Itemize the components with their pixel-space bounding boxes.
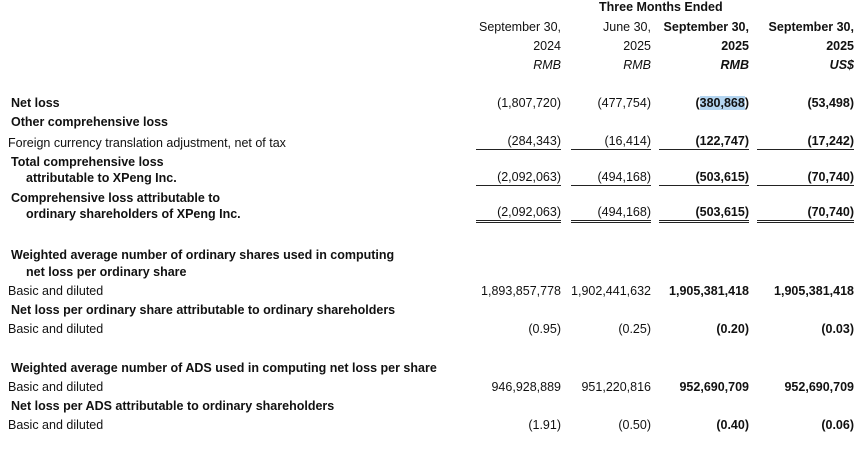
col2-header-date: June 30, xyxy=(603,20,651,34)
fx-label: Foreign currency translation adjustment, net of tax xyxy=(8,136,286,150)
wa-shares-col3: 1,905,381,418 xyxy=(669,284,749,298)
col1-header-year: 2024 xyxy=(533,39,561,53)
ccl-col3: (503,615) xyxy=(659,205,749,223)
net-loss-col3-open-paren: ( xyxy=(695,96,700,110)
wa-ads-heading: Weighted average number of ADS used in computing net loss per share xyxy=(11,361,437,375)
fx-col3: (122,747) xyxy=(659,134,749,150)
wa-shares-col2: 1,902,441,632 xyxy=(571,284,651,298)
col1-header-date: September 30, xyxy=(479,20,561,34)
tcl-label-line1: Total comprehensive loss xyxy=(11,155,164,169)
wa-ads-col1: 946,928,889 xyxy=(491,380,561,394)
nlpa-col4: (0.06) xyxy=(821,418,854,432)
wa-shares-heading-line1: Weighted average number of ordinary shares used in computing xyxy=(11,248,395,262)
nlpa-col3: (0.40) xyxy=(716,418,749,432)
nlpa-col2: (0.50) xyxy=(618,418,651,432)
ocl-heading: Other comprehensive loss xyxy=(11,115,169,129)
net-loss-col1: (1,807,720) xyxy=(497,96,561,110)
nlps-col4: (0.03) xyxy=(821,322,854,336)
col1-header-currency: RMB xyxy=(533,58,561,72)
col4-header-currency: US$ xyxy=(829,58,854,72)
wa-shares-label: Basic and diluted xyxy=(8,284,104,298)
net-loss-label: Net loss xyxy=(11,96,60,110)
col4-header-year: 2025 xyxy=(826,39,854,53)
col4-header-date: September 30, xyxy=(768,20,854,34)
ccl-label-line2: ordinary shareholders of XPeng Inc. xyxy=(26,207,241,221)
fx-col1: (284,343) xyxy=(476,134,561,150)
col3-header-date: September 30, xyxy=(663,20,749,34)
fx-col2: (16,414) xyxy=(571,134,651,150)
net-loss-col3-close-paren: ) xyxy=(744,96,749,110)
nlpa-label: Basic and diluted xyxy=(8,418,104,432)
tcl-label-line2: attributable to XPeng Inc. xyxy=(26,171,177,185)
fx-col4: (17,242) xyxy=(757,134,854,150)
ccl-col2: (494,168) xyxy=(571,205,651,223)
nlps-col3: (0.20) xyxy=(716,322,749,336)
header-group-title: Three Months Ended xyxy=(599,0,723,14)
ccl-col1: (2,092,063) xyxy=(476,205,561,223)
selected-text-highlight[interactable]: 380,868 xyxy=(699,96,745,110)
tcl-col2: (494,168) xyxy=(571,170,651,186)
tcl-col1: (2,092,063) xyxy=(476,170,561,186)
tcl-col4: (70,740) xyxy=(757,170,854,186)
nlps-col2: (0.25) xyxy=(618,322,651,336)
tcl-col3: (503,615) xyxy=(659,170,749,186)
ccl-col4: (70,740) xyxy=(757,205,854,223)
wa-shares-col4: 1,905,381,418 xyxy=(774,284,854,298)
ccl-label-line1: Comprehensive loss attributable to xyxy=(11,191,221,205)
nlpa-heading: Net loss per ADS attributable to ordinary shareholders xyxy=(11,399,335,413)
wa-ads-label: Basic and diluted xyxy=(8,380,104,394)
col2-header-year: 2025 xyxy=(623,39,651,53)
nlps-label: Basic and diluted xyxy=(8,322,104,336)
col3-header-year: 2025 xyxy=(721,39,749,53)
wa-ads-col2: 951,220,816 xyxy=(581,380,651,394)
wa-ads-col4: 952,690,709 xyxy=(784,380,854,394)
col3-header-currency: RMB xyxy=(720,58,749,72)
nlpa-col1: (1.91) xyxy=(528,418,561,432)
wa-shares-heading-line2: net loss per ordinary share xyxy=(26,265,187,279)
wa-ads-col3: 952,690,709 xyxy=(679,380,749,394)
net-loss-col3[interactable] xyxy=(695,96,749,111)
nlps-col1: (0.95) xyxy=(528,322,561,336)
wa-shares-col1: 1,893,857,778 xyxy=(481,284,561,298)
net-loss-col2: (477,754) xyxy=(597,96,651,110)
net-loss-col4: (53,498) xyxy=(807,96,854,110)
nlps-heading: Net loss per ordinary share attributable to ordinary shareholders xyxy=(11,303,396,317)
col2-header-currency: RMB xyxy=(623,58,651,72)
